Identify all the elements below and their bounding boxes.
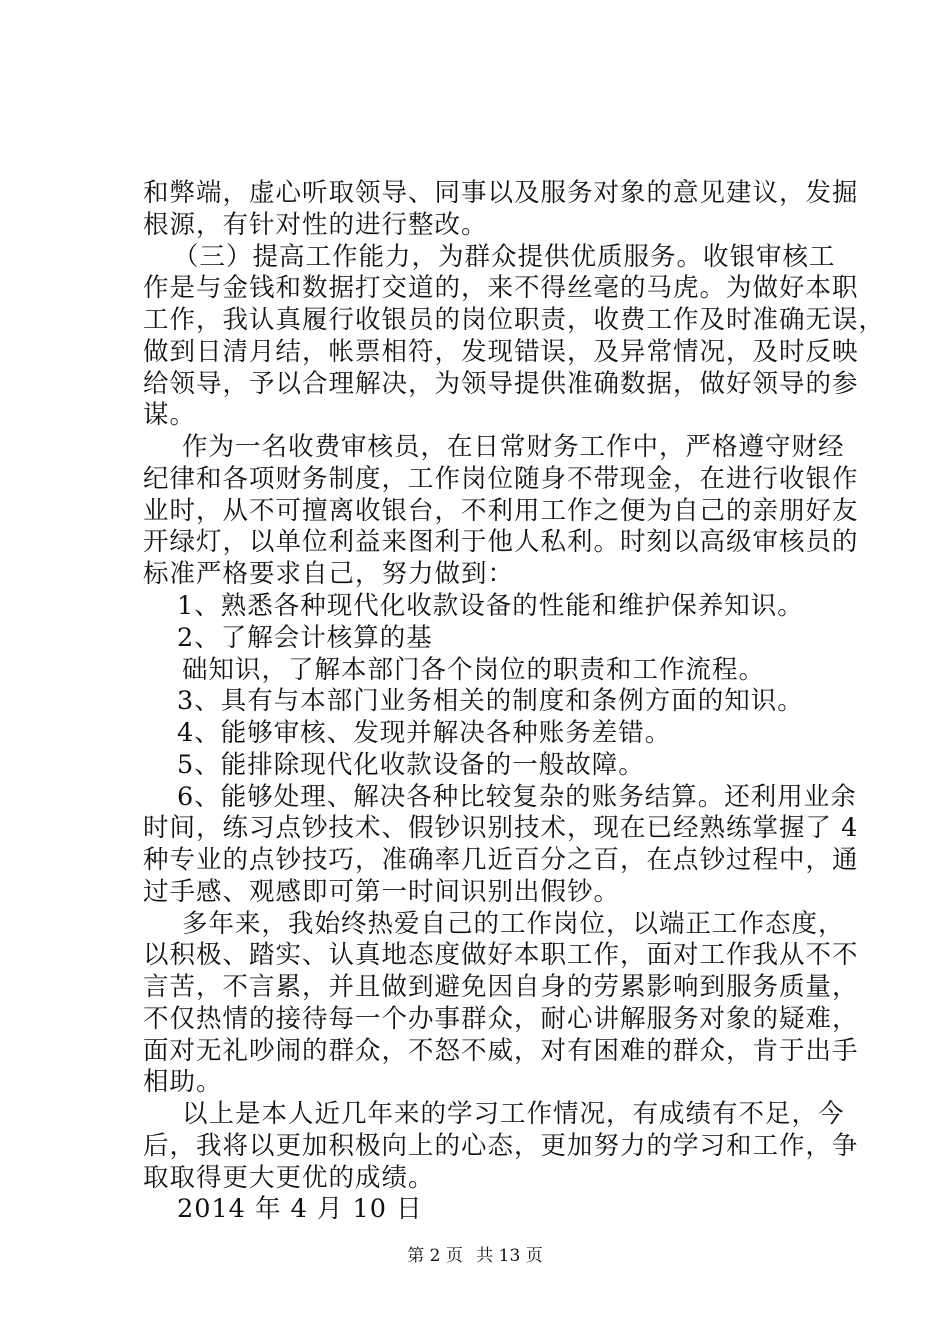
- paragraph-heading: （三）提高工作能力，为群众提供优质服务。收银审核工: [173, 242, 836, 272]
- text-line: 根源，有针对性的进行整改。: [143, 210, 488, 240]
- text-line: 多年来，我始终热爱自己的工作岗位，以端正工作态度，: [182, 909, 845, 939]
- text-line: 工作，我认真履行收银员的岗位职责，收费工作及时准确无误，: [143, 305, 886, 335]
- text-line: 以上是本人近几年来的学习工作情况，有成绩有不足，今: [182, 1099, 845, 1129]
- text-line: 不仅热情的接待每一个办事群众，耐心讲解服务对象的疑难，: [143, 1004, 859, 1034]
- text-line: 以积极、踏实、认真地态度做好本职工作，面对工作我从不不: [143, 940, 859, 970]
- text-line: 开绿灯，以单位利益来图利于他人私利。时刻以高级审核员的: [143, 527, 859, 557]
- list-item: 3、具有与本部门业务相关的制度和条例方面的知识。: [177, 686, 804, 716]
- list-item: 5、能排除现代化收款设备的一般故障。: [177, 750, 645, 780]
- text-line: 言苦，不言累，并且做到避免因自身的劳累影响到服务质量，: [143, 972, 859, 1002]
- page-number: 第 2 页: [407, 1246, 463, 1266]
- text-line: 谋。: [143, 400, 197, 430]
- text-line: 取取得更大更优的成绩。: [143, 1163, 435, 1193]
- document-date: 2014 年 4 月 10 日: [177, 1194, 423, 1224]
- text-line: 后，我将以更加积极向上的心态，更加努力的学习和工作，争: [143, 1131, 859, 1161]
- list-item: 6、能够处理、解决各种比较复杂的账务结算。还利用业余: [177, 782, 857, 812]
- text-line: 作为一名收费审核员，在日常财务工作中，严格遵守财经: [182, 432, 845, 462]
- page-footer: [0, 1244, 950, 1268]
- list-item: 4、能够审核、发现并解决各种账务差错。: [177, 718, 672, 748]
- list-item: 2、了解会计核算的基: [177, 623, 433, 653]
- text-line: 过手感、观感即可第一时间识别出假钞。: [143, 877, 621, 907]
- text-line: 础知识，了解本部门各个岗位的职责和工作流程。: [182, 655, 766, 685]
- text-line: 作是与金钱和数据打交道的，来不得丝毫的马虎。为做好本职: [143, 273, 859, 303]
- text-line: 面对无礼吵闹的群众，不怒不威，对有困难的群众，肯于出手: [143, 1036, 859, 1066]
- text-line: 做到日清月结，帐票相符，发现错误，及异常情况，及时反映: [143, 337, 859, 367]
- text-line: 业时，从不可擅离收银台，不利用工作之便为自己的亲朋好友: [143, 496, 859, 526]
- text-line: 相助。: [143, 1067, 223, 1097]
- text-line: 种专业的点钞技巧，准确率几近百分之百，在点钞过程中，通: [143, 845, 859, 875]
- text-line: 和弊端，虚心听取领导、同事以及服务对象的意见建议，发掘: [143, 178, 859, 208]
- text-line: 纪律和各项财务制度，工作岗位随身不带现金，在进行收银作: [143, 464, 859, 494]
- page-total: 共 13 页: [476, 1246, 543, 1266]
- list-item: 1、熟悉各种现代化收款设备的性能和维护保养知识。: [177, 591, 804, 621]
- text-line: 给领导，予以合理解决，为领导提供准确数据，做好领导的参: [143, 369, 859, 399]
- text-line: 标准严格要求自己，努力做到：: [143, 559, 515, 589]
- text-line: 时间，练习点钞技术、假钞识别技术，现在已经熟练掌握了 4: [143, 813, 859, 843]
